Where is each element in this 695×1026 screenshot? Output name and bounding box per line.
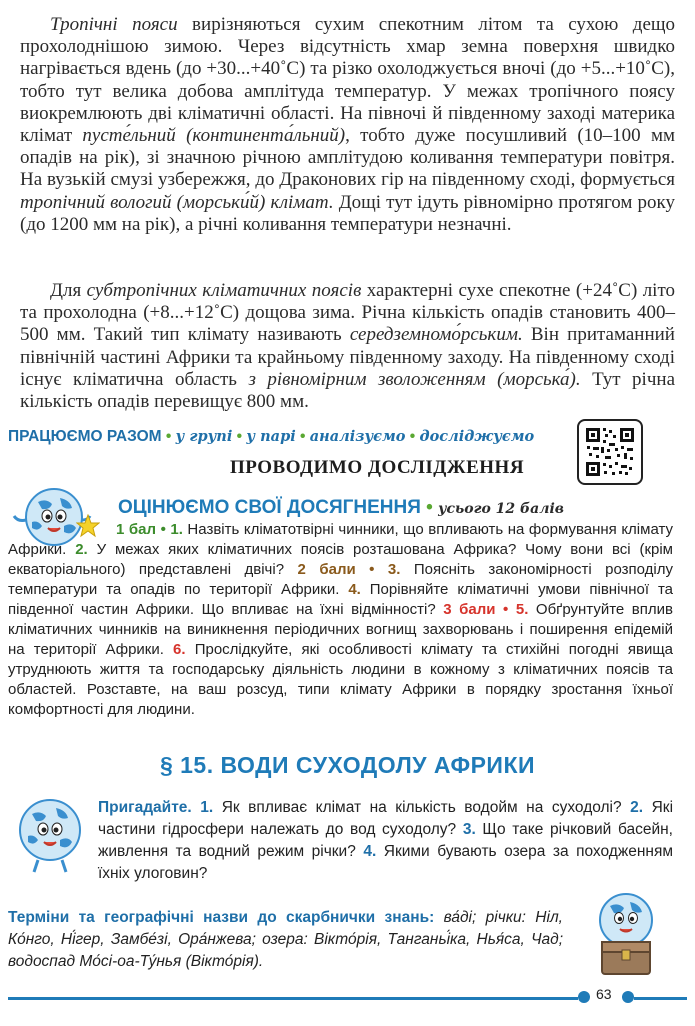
assessment-tasks: 1 бал • 1. Назвіть кліматотвірні чинники, що впливають на формування клімату Африки. 2. У межах яких кліматичних поясів розташована Африка? Чому вони всі (крім екваторіального) представлені двічі? 2 бали • 3. Поясніть закономірності розподілу температури та опадів по території Африки. 4. Порівняйте кліматичні умови північної та південної частин Африки. Що впливає на їхні відмінності? 3 бали • 5. Обґрунтуйте вплив кліматичних чинників на виникнення періодичних вогнищ захворювань і поширення епідемій на території Африки. 6. Прослідкуйте, які особливості клімату та стихійні погодні явища утруднюють життя та господарську діяльність людини в кожному з кліматичних поясів та областей. Розставте, на ваш розсуд, типи клімату Африки в порядку зростання їхньої комфортності для людини. bbox=[8, 521, 674, 718]
page-number: 63 bbox=[596, 986, 612, 1002]
assessment-total: усього 12 балів bbox=[438, 501, 564, 517]
term-tropical-belts: Тропічні пояси bbox=[50, 14, 178, 35]
research-heading: ПРОВОДИМО ДОСЛІДЖЕННЯ bbox=[230, 457, 525, 478]
assessment-heading: ОЦІНЮЄМО СВОЇ ДОСЯГНЕННЯ • усього 12 балів bbox=[118, 497, 564, 518]
remember-label: Пригадайте. bbox=[98, 799, 192, 816]
terms-label: Терміни та географічні назви до скарбнички знань: bbox=[8, 909, 435, 926]
footer-dot-right bbox=[622, 991, 634, 1003]
footer-rule-right bbox=[634, 997, 687, 1000]
terms-block: Терміни та географічні назви до скарбнички знань: ва́ді; річки: Ніл, Ко́нго, Ні́гер, Замбе́зі, Ора́нжева; озера: Вікто́рія, Танганьі́ка, Нья́са, Чад; водоспад Мо́сі-оа-Ту́нья (Вікто́рія). bbox=[8, 909, 563, 970]
term-mediterranean: середземномо́рським. bbox=[349, 324, 523, 346]
globe-mascot-icon bbox=[8, 792, 92, 878]
qr-code-icon[interactable] bbox=[577, 419, 643, 485]
work-together-line: ПРАЦЮЄМО РАЗОМ • у групі • у парі • аналізуємо • досліджуємо bbox=[8, 428, 535, 445]
work-together-title: ПРАЦЮЄМО РАЗОМ bbox=[8, 428, 162, 445]
term-uniform-moisture: з рівномірним зволоженням (морська́). bbox=[248, 368, 581, 390]
term-desert-climate: пусте́льний (континента́льний) bbox=[82, 125, 346, 147]
body-paragraph-subtropical: Для субтропічних кліматичних поясів характерні сухе спекотне (+24˚С) літо та прохолодна (+8...+12˚С) дощова зима. Річна кількість опадів становить 400–500 мм. Такий тип клімату називають середземномо́рським. Він притаманний північній частині Африки та крайньому південному заходу. На південному сході існує кліматична область з рівномірним зволоженням (морська́). Тут річна кількість опадів перевищує 800 мм. bbox=[20, 280, 676, 413]
body-paragraph-tropical: Тропічні пояси вирізняються сухим спекотним літом та сухою дещо прохолоднішою зимою. Через відсутність хмар земна поверхня швидко нагрівається вдень (до +30...+40˚С) та різко охолоджується вночі (до +5...+10˚С), тобто тут велика добова амплітуда температур. У межах тропічного поясу виокремлюють дві кліматичні області. На півночі й південному заході материка клімат пусте́льний (континента́льний), тобто дуже посушливий (10–100 мм опадів на рік), зі значною річною амплітудою коливання температури повітря. На вузькій смузі узбережжя, до Драконових гір на південному сході, формується тропічний вологий (морськи́й) клімат. Дощі тут ідуть рівномірно протягом року (до 1200 мм на рік), а річні коливання температури незначні. bbox=[20, 14, 676, 235]
term-tropical-humid: тропічний вологий (морськи́й) клімат. bbox=[20, 191, 334, 213]
footer-dot-left bbox=[578, 991, 590, 1003]
footer-rule bbox=[8, 997, 578, 1000]
remember-block: Пригадайте. 1. Як впливає клімат на кількість водойм на суходолі? 2. Які частини гідросфери належать до вод суходолу? 3. Що таке річковий басейн, живлення та водний режим річки? 4. Якими бувають озера за походженням їхніх улоговин? bbox=[98, 799, 674, 882]
section-title: § 15. ВОДИ СУХОДОЛУ АФРИКИ bbox=[159, 752, 536, 778]
treasure-chest-icon bbox=[574, 890, 674, 980]
term-subtropical-belts: субтропічних кліматичних поясів bbox=[86, 280, 362, 301]
